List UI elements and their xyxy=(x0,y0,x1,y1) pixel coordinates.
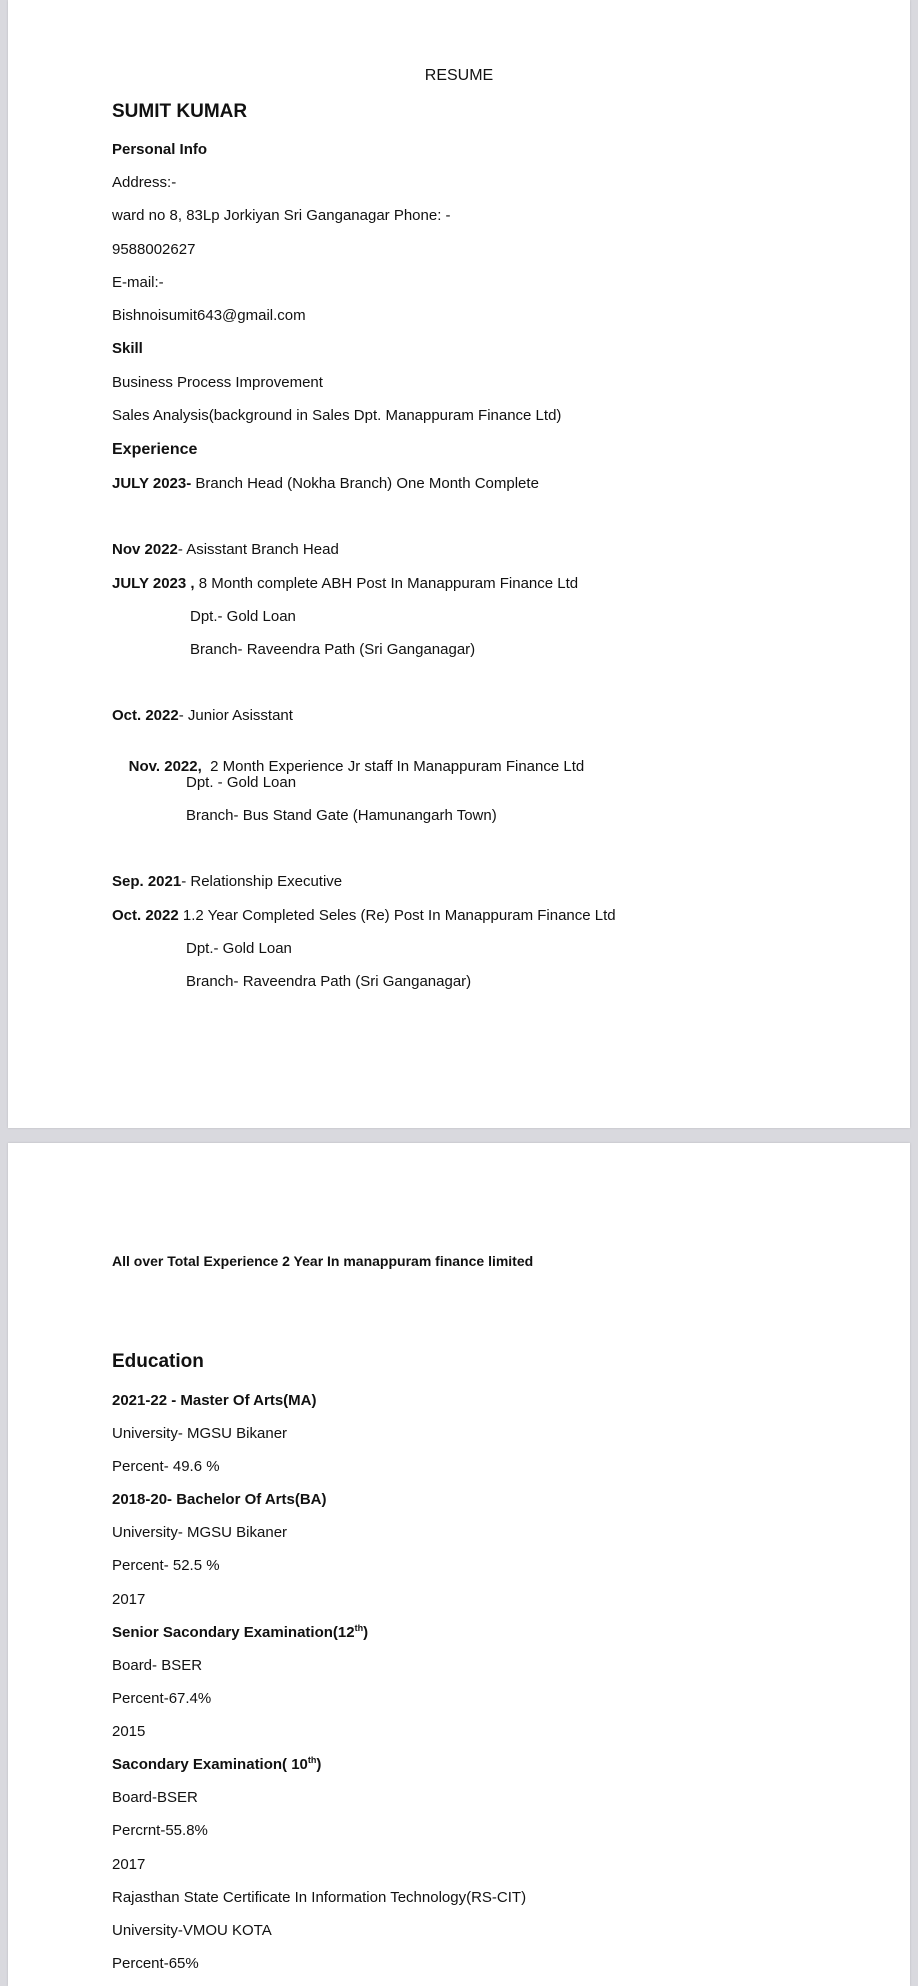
experience-dept: Dpt.- Gold Loan xyxy=(190,608,296,625)
education-12th-title-text: Senior Sacondary Examination(12 xyxy=(112,1624,355,1641)
education-ma-title: 2021-22 - Master Of Arts(MA) xyxy=(112,1392,317,1409)
experience-date: JULY 2023- xyxy=(112,475,192,492)
experience-text: 2 Month Experience Jr staff In Manappuram Finance Ltd xyxy=(201,758,585,775)
skill-item: Sales Analysis(background in Sales Dpt. Manappuram Finance Ltd) xyxy=(112,407,562,424)
personal-info-heading: Personal Info xyxy=(112,141,208,158)
experience-role: - Asisstant Branch Head xyxy=(177,541,339,558)
experience-entry-1 xyxy=(112,475,539,493)
experience-date: Nov. 2022, xyxy=(128,758,202,775)
education-heading: Education xyxy=(112,1351,204,1372)
document-title: RESUME xyxy=(424,67,494,84)
skill-heading: Skill xyxy=(112,340,143,357)
experience-date: JULY 2023 , xyxy=(112,575,195,592)
experience-branch: Branch- Bus Stand Gate (Hamunangarh Town) xyxy=(186,807,497,824)
paren: ) xyxy=(363,1624,369,1641)
education-10th-title xyxy=(112,1756,321,1774)
total-experience: All over Total Experience 2 Year In manappuram finance limited xyxy=(112,1253,534,1269)
phone-number: 9588002627 xyxy=(112,241,196,258)
resume-page-2 xyxy=(8,1143,910,1986)
experience-role: - Junior Asisstant xyxy=(178,707,293,724)
experience-entry-4-detail xyxy=(112,907,616,925)
education-10th-board: Board-BSER xyxy=(112,1789,198,1806)
experience-entry-4-role xyxy=(112,873,342,891)
experience-text: 1.2 Year Completed Seles (Re) Post In Manappuram Finance Ltd xyxy=(178,907,616,924)
education-ma-percent: Percent- 49.6 % xyxy=(112,1458,220,1475)
address-line: ward no 8, 83Lp Jorkiyan Sri Ganganagar Phone: - xyxy=(112,207,451,224)
education-rscit-university: University-VMOU KOTA xyxy=(112,1922,272,1939)
experience-entry-3-role xyxy=(112,707,293,725)
experience-entry-2-role xyxy=(112,541,339,559)
experience-branch: Branch- Raveendra Path (Sri Ganganagar) xyxy=(186,973,472,990)
resume-page-1 xyxy=(8,0,910,1128)
experience-heading: Experience xyxy=(112,441,198,458)
education-12th-year: 2017 xyxy=(112,1591,146,1608)
experience-date: Oct. 2022 xyxy=(112,907,179,924)
address-label: Address:- xyxy=(112,174,177,191)
education-10th-percent: Percrnt-55.8% xyxy=(112,1822,208,1839)
experience-date: Sep. 2021 xyxy=(112,873,182,890)
experience-branch: Branch- Raveendra Path (Sri Ganganagar) xyxy=(190,641,476,658)
experience-text: Branch Head (Nokha Branch) One Month Complete xyxy=(191,475,539,492)
experience-dept: Dpt. - Gold Loan xyxy=(186,774,297,791)
education-ma-university: University- MGSU Bikaner xyxy=(112,1425,288,1442)
education-ba-percent: Percent- 52.5 % xyxy=(112,1557,220,1574)
candidate-name: SUMIT KUMAR xyxy=(112,101,248,122)
education-ba-title: 2018-20- Bachelor Of Arts(BA) xyxy=(112,1491,327,1508)
education-rscit-percent: Percent-65% xyxy=(112,1955,199,1972)
email-label: E-mail:- xyxy=(112,274,164,291)
skill-item: Business Process Improvement xyxy=(112,374,323,391)
education-12th-title xyxy=(112,1624,368,1642)
superscript: th xyxy=(354,1623,364,1633)
experience-role: - Relationship Executive xyxy=(181,873,343,890)
experience-entry-3-detail xyxy=(112,740,584,794)
education-ba-university: University- MGSU Bikaner xyxy=(112,1524,288,1541)
education-12th-board: Board- BSER xyxy=(112,1657,203,1674)
superscript: th xyxy=(307,1755,317,1765)
paren: ) xyxy=(316,1756,322,1773)
education-10th-year: 2015 xyxy=(112,1723,146,1740)
education-rscit-title: Rajasthan State Certificate In Information Technology(RS-CIT) xyxy=(112,1889,527,1906)
email-address: Bishnoisumit643@gmail.com xyxy=(112,307,306,324)
experience-date: Nov 2022 xyxy=(112,541,178,558)
experience-text: 8 Month complete ABH Post In Manappuram Finance Ltd xyxy=(194,575,579,592)
experience-dept: Dpt.- Gold Loan xyxy=(186,940,292,957)
education-10th-title-text: Sacondary Examination( 10 xyxy=(112,1756,308,1773)
education-12th-percent: Percent-67.4% xyxy=(112,1690,212,1707)
education-rscit-year: 2017 xyxy=(112,1856,146,1873)
experience-entry-2-detail xyxy=(112,575,578,593)
experience-date: Oct. 2022 xyxy=(112,707,179,724)
